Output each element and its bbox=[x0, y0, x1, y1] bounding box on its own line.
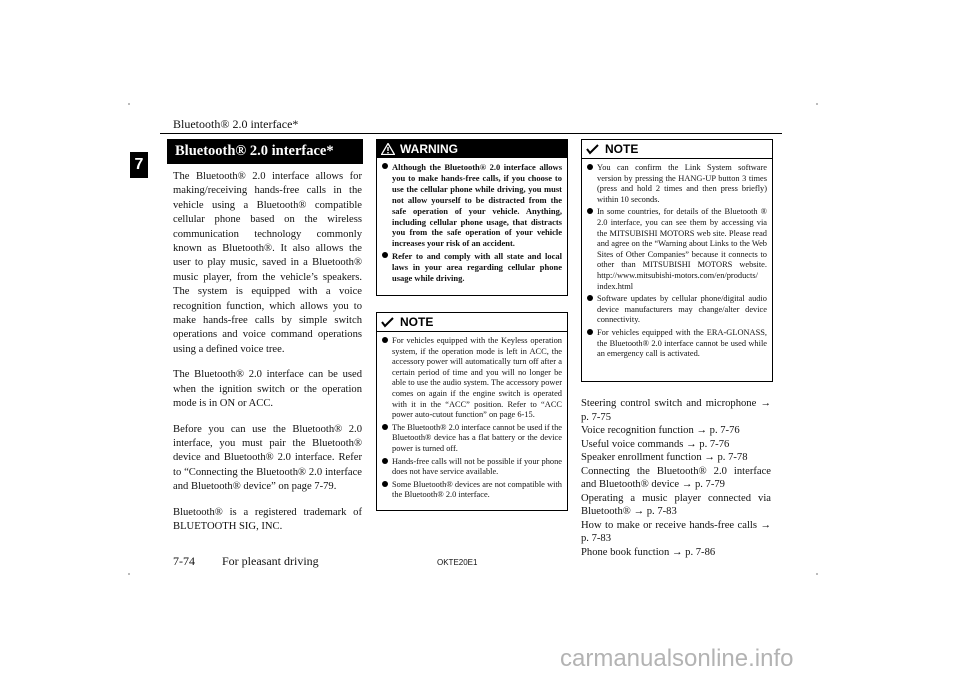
bullet-icon bbox=[587, 208, 593, 214]
reference-link[interactable]: Operating a music player connected via Bluetooth® → p. 7-83 bbox=[581, 492, 771, 517]
bullet-icon bbox=[382, 337, 388, 343]
reference-link[interactable]: Voice recognition function → p. 7-76 bbox=[581, 425, 740, 436]
reference-list bbox=[581, 397, 771, 559]
document-code: OKTE20E1 bbox=[437, 558, 478, 567]
running-header: Bluetooth® 2.0 interface* bbox=[173, 117, 299, 131]
list-item: Refer to and comply with all state and local laws in your area regarding cellular phone usage while driving. bbox=[382, 251, 562, 284]
bullet-icon bbox=[587, 295, 593, 301]
bullet-icon bbox=[382, 481, 388, 487]
header-rule bbox=[160, 133, 782, 134]
list-item: Hands-free calls will not be possible if your phone does not have service available. bbox=[382, 457, 562, 478]
warning-label: WARNING bbox=[400, 142, 458, 156]
list-item: Software updates by cellular phone/digital audio device manufacturers may change/alter device connectivity. bbox=[587, 294, 767, 326]
reference-link[interactable]: Useful voice commands → p. 7-76 bbox=[581, 438, 730, 450]
list-item: For vehicles equipped with the Keyless operation system, if the operation mode is left in ACC, the accessory power will automatically turn off after a certain period of time and you will no longer be able to use the audio system. The accessory power comes on again if the engine switch is operated with it in the “ACC” position. Refer to “ACC power auto-cutout function” on page 6-15. bbox=[382, 336, 562, 421]
bullet-icon bbox=[382, 458, 388, 464]
note-box bbox=[376, 312, 568, 511]
list-item: For vehicles equipped with the ERA-GLONASS, the Bluetooth® 2.0 interface cannot be used while an emergency call is activated. bbox=[587, 328, 767, 360]
watermark: carmanualsonline.info bbox=[560, 645, 794, 672]
bullet-icon bbox=[587, 329, 593, 335]
body-paragraph: Bluetooth® is a registered trademark of BLUETOOTH SIG, INC. bbox=[173, 506, 362, 532]
crop-mark bbox=[128, 103, 130, 105]
hand-note-icon bbox=[586, 143, 600, 155]
bullet-icon bbox=[382, 252, 388, 258]
crop-mark bbox=[816, 103, 818, 105]
bullet-icon bbox=[382, 424, 388, 430]
note-box-right bbox=[581, 139, 773, 382]
list-item: In some countries, for details of the Bluetooth ® 2.0 interface, you can see them by accessing via the MITSUBISHI MOTORS web site. Please read and agree on the “Warning about Links to the Web Sites of Other Companies” because it connects to other than MITSUBISHI MOTORS website. http://www.mitsubishi-motors.com/en/products/ index.html bbox=[587, 207, 767, 292]
hand-note-icon bbox=[381, 316, 395, 328]
note-list bbox=[377, 332, 567, 507]
warning-box bbox=[376, 139, 568, 296]
list-item: The Bluetooth® 2.0 interface cannot be used if the Bluetooth® device has a flat battery or the device power is turned off. bbox=[382, 423, 562, 455]
reference-link[interactable]: Phone book function → p. 7-86 bbox=[581, 546, 716, 558]
warning-header bbox=[377, 140, 567, 158]
warning-triangle-icon bbox=[381, 143, 395, 155]
reference-link[interactable]: Connecting the Bluetooth® 2.0 interface and Bluetooth® device → p. 7-79 bbox=[581, 465, 771, 490]
note-header bbox=[582, 140, 772, 159]
section-title: Bluetooth® 2.0 interface* bbox=[167, 139, 363, 164]
crop-mark bbox=[816, 573, 818, 575]
reference-link[interactable]: Steering control switch and microphone → p. 7-75 bbox=[581, 398, 771, 423]
body-paragraph: The Bluetooth® 2.0 interface allows for making/receiving hands-free calls in the vehicle using a Bluetooth® compatible cellular phone based on the wireless communication technology commonly known as Bluetooth®. It also allows the user to play music, saved in a Bluetooth® music player, from the vehicle’s speakers. The system is equipped with a voice recognition function, which allows you to make hands-free calls by simple switch operations and voice command operations using a defined voice tree. bbox=[173, 171, 362, 355]
crop-mark bbox=[128, 573, 130, 575]
bullet-icon bbox=[382, 163, 388, 169]
note-label: NOTE bbox=[400, 315, 434, 329]
list-item: Some Bluetooth® devices are not compatible with the Bluetooth® 2.0 interface. bbox=[382, 480, 562, 501]
body-paragraph: Before you can use the Bluetooth® 2.0 interface, you must pair the Bluetooth® device and Bluetooth® 2.0 interface. Refer to “Connecting the Bluetooth® 2.0 interface and Bluetooth® device” on page 7-79. bbox=[173, 423, 362, 493]
warning-list bbox=[377, 158, 567, 290]
note-list bbox=[582, 159, 772, 366]
bullet-icon bbox=[587, 164, 593, 170]
page-number: 7-74 bbox=[173, 554, 195, 568]
body-text bbox=[173, 170, 362, 545]
section-tab: 7 bbox=[130, 152, 148, 178]
note-header bbox=[377, 313, 567, 332]
chapter-name: For pleasant driving bbox=[222, 554, 319, 568]
reference-link[interactable]: Speaker enrollment function → p. 7-78 bbox=[581, 452, 748, 463]
list-item: Although the Bluetooth® 2.0 interface allows you to make hands-free calls, if you choose to use the cellular phone while driving, you must not allow yourself to be distracted from the safe operation of your vehicle. Anything, including cellular phone usage, that distracts you from the safe operation of your vehicle increases your risk of an accident. bbox=[382, 162, 562, 249]
list-item: You can confirm the Link System software version by pressing the HANG-UP button 3 times (press and hold 2 times and then press briefly) within 10 seconds. bbox=[587, 163, 767, 205]
note-label: NOTE bbox=[605, 142, 639, 156]
reference-link[interactable]: How to make or receive hands-free calls → p. 7-83 bbox=[581, 519, 771, 544]
body-paragraph: The Bluetooth® 2.0 interface can be used when the ignition switch or the operation mode is in ON or ACC. bbox=[173, 369, 362, 410]
